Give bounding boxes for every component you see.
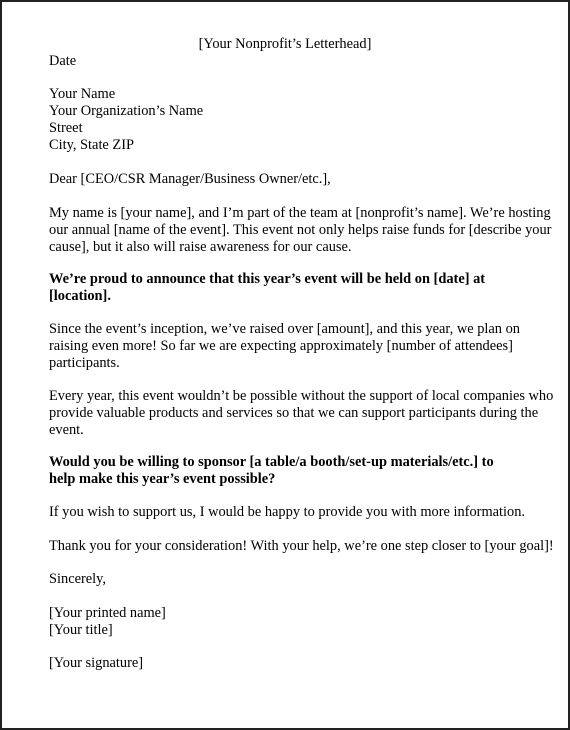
intro-line: My name is [your name], and I’m part of the team at [nonprofit’s name]. We’re hosting bbox=[49, 205, 551, 221]
sender-street: Street bbox=[49, 120, 83, 136]
history-line: raising even more! So far we are expecting approximately [number of attendees] bbox=[49, 338, 513, 354]
thanks-paragraph: Thank you for your consideration! With your help, we’re one step closer to [your goal]! bbox=[49, 538, 554, 554]
ask-paragraph bbox=[49, 454, 539, 488]
sender-address bbox=[49, 86, 539, 154]
support-paragraph bbox=[49, 388, 554, 439]
sender-organization: Your Organization’s Name bbox=[49, 103, 204, 119]
support-line: event. bbox=[49, 422, 84, 438]
history-line: participants. bbox=[49, 355, 120, 371]
letterhead: [Your Nonprofit’s Letterhead] bbox=[198, 36, 372, 52]
signature-placeholder: [Your signature] bbox=[49, 655, 144, 671]
announcement-paragraph bbox=[49, 271, 539, 305]
announcement-line: We’re proud to announce that this year’s event will be held on [date] at bbox=[49, 271, 486, 287]
intro-line: our annual [name of the event]. This event not only helps raise funds for [describe your bbox=[49, 222, 552, 238]
closing: Sincerely, bbox=[49, 571, 107, 587]
sender-name: Your Name bbox=[49, 86, 116, 102]
sender-city-state-zip: City, State ZIP bbox=[49, 137, 135, 153]
intro-line: cause], but it also will raise awareness for our cause. bbox=[49, 239, 352, 255]
announcement-line: [location]. bbox=[49, 288, 111, 304]
salutation: Dear [CEO/CSR Manager/Business Owner/etc.], bbox=[49, 171, 331, 187]
printed-name: [Your printed name] bbox=[49, 605, 166, 621]
intro-paragraph bbox=[49, 205, 552, 256]
history-paragraph bbox=[49, 321, 539, 372]
support-line: Every year, this event wouldn’t be possible without the support of local companies who bbox=[49, 388, 554, 404]
more-info-paragraph: If you wish to support us, I would be happy to provide you with more information. bbox=[49, 504, 526, 520]
ask-line: help make this year’s event possible? bbox=[49, 471, 276, 487]
history-line: Since the event’s inception, we’ve raised over [amount], and this year, we plan on bbox=[49, 321, 520, 337]
date-line: Date bbox=[49, 53, 77, 69]
signer-title: [Your title] bbox=[49, 622, 113, 638]
support-line: provide valuable products and services so that we can support participants during the bbox=[49, 405, 539, 421]
ask-line: Would you be willing to sponsor [a table/a booth/set-up materials/etc.] to bbox=[49, 454, 494, 470]
signoff-block bbox=[49, 605, 539, 639]
